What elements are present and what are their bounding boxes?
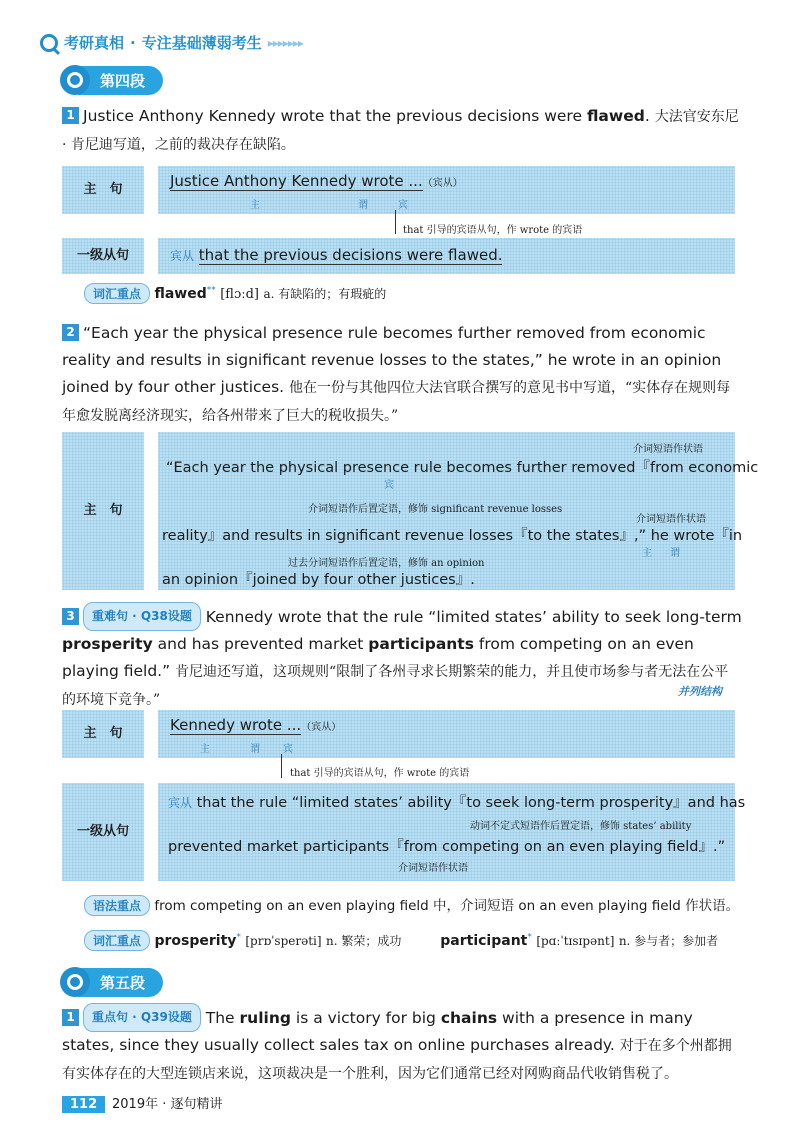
sentence-en-2: and has prevented market (152, 635, 369, 653)
main-clause-label: 主 句 (83, 182, 123, 197)
keyword: prosperity (62, 635, 153, 653)
arrow-line (395, 210, 396, 234)
sub-clause-label-box (62, 783, 144, 881)
vocab-word: prosperity (154, 933, 237, 949)
header-separator: · (130, 33, 136, 52)
sentence-en-3: from competing on an even playing field.” (62, 635, 694, 680)
note-adverbial-2: 介词短语作状语 (636, 514, 706, 525)
keyword-2: chains (440, 1009, 498, 1027)
grammar-line (84, 894, 739, 916)
sentence-en-end: . (644, 107, 650, 125)
arrow-note: that 引导的宾语从句，作 wrote 的宾语 (403, 225, 583, 236)
difficulty-badge: 重难句 · Q38设题 (83, 602, 201, 631)
vocab-star: ** (206, 285, 216, 296)
keyword: ruling (239, 1009, 291, 1027)
main-clause-label-box (62, 166, 144, 214)
analysis-line-2: reality』and results in significant revenue losses『to the states』,” he wrote『in (162, 528, 743, 544)
vocab-tag: 词汇重点 (84, 283, 150, 304)
page-number: 112 (62, 1096, 105, 1113)
vocab-line-1 (84, 283, 386, 304)
section-4-label: 第四段 (78, 66, 163, 95)
side-note: 并列结构 (678, 685, 722, 698)
main-clause-label: 主 句 (83, 726, 123, 741)
main-clause-box-3 (158, 710, 735, 758)
page-header (40, 32, 303, 53)
s4-sentence-2 (62, 320, 742, 430)
note-infinitive: 动词不定式短语作后置定语，修饰 states’ ability (470, 821, 692, 832)
sub-clause-sentence (170, 246, 502, 264)
sentence-en-3: with a presence in many states, since they usually collect sales tax on online purchases already. (62, 1009, 693, 1054)
main-clause-text: Kennedy wrote ... (170, 716, 302, 734)
vocab-line-3 (84, 930, 718, 951)
keyword-2: participants (368, 635, 474, 653)
vocab-star-2: * (527, 932, 532, 943)
s4-sentence-3 (62, 602, 742, 714)
main-clause-box-2 (158, 432, 759, 590)
vocab-phonetic-2: [pɑːˈtɪsɪpənt] (536, 934, 615, 948)
analysis-line-1: “Each year the physical presence rule becomes further removed『from economic (166, 460, 759, 476)
vocab-phonetic: [flɔːd] (220, 287, 259, 302)
sentence-en-2: is a victory for big (290, 1009, 441, 1027)
main-clause-label-box (62, 710, 144, 758)
label-verb: 谓 (250, 744, 260, 755)
sub-clause-label-box (62, 238, 144, 274)
sentence-en: “Each year the physical presence rule becomes further removed from economic reality and results in significant revenue losses to the states,” he wrote in an opinion joined by four other justices. (62, 324, 722, 396)
section-4-title (60, 66, 163, 94)
arrow-note: that 引导的宾语从句，作 wrote 的宾语 (290, 768, 470, 779)
grammar-text: from competing on an even playing field 中，介词短语 on an even playing field 作状语。 (154, 898, 740, 914)
label-subject: 主 (250, 200, 260, 211)
label-verb: 谓 (358, 200, 368, 211)
sentence-cn: 大法官安东尼 · 肯尼迪写道，之前的裁决存在缺陷。 (62, 109, 739, 153)
sentence-number: 1 (62, 1009, 79, 1026)
key-badge: 重点句 · Q39设题 (83, 1003, 201, 1032)
vocab-definition: a. 有缺陷的；有瑕疵的 (263, 287, 387, 301)
vocab-word-2: participant (440, 933, 528, 949)
sentence-cn: 他在一份与其他四位大法官联合撰写的意见书中写道，“实体存在规则每年愈发脱离经济现实，给各州带来了巨大的税收损失。” (62, 380, 731, 424)
vocab-phonetic: [prɒˈsperəti] (245, 934, 322, 948)
sentence-cn: 肯尼迪还写道，这项规则“限制了各州寻求长期繁荣的能力，并且使市场参与者无法在公平的环境下竞争。” (62, 664, 729, 708)
label-object: 宾 (384, 480, 394, 491)
vocab-definition: n. 繁荣；成功 (326, 934, 402, 948)
note-participle: 过去分词短语作后置定语，修饰 an opinion (288, 558, 485, 569)
label-object: 宾 (283, 744, 293, 755)
sentence-number: 3 (62, 608, 79, 625)
sub-clause-tag: 宾从 (168, 796, 193, 810)
sub-clause-label: 一级从句 (76, 824, 129, 839)
note-adverbial: 介词短语作状语 (398, 863, 468, 874)
sub-clause-line-1 (168, 791, 745, 812)
sentence-en: Justice Anthony Kennedy wrote that the previous decisions were (83, 107, 587, 125)
sub-clause-text: that the previous decisions were flawed. (198, 246, 503, 264)
main-clause-sentence (170, 172, 463, 190)
keyword: flawed (586, 107, 645, 125)
sentence-number: 2 (62, 324, 79, 341)
grammar-tag: 语法重点 (84, 895, 150, 916)
main-clause-text: Justice Anthony Kennedy wrote ... (170, 172, 423, 190)
sentence-number: 1 (62, 107, 79, 124)
main-clause-label: 主 句 (83, 503, 123, 518)
main-clause-label-box (62, 432, 144, 590)
sentence-cn: 对于在多个州都拥有实体存在的大型连锁店来说，这项裁决是一个胜利，因为它们通常已经对网购商品代收销售税了。 (62, 1038, 732, 1082)
s5-sentence-1 (62, 1003, 742, 1088)
section-q-icon (60, 65, 90, 95)
sub-clause-box (158, 238, 735, 274)
book-title: 2019年 · 逐句精讲 (112, 1097, 223, 1112)
section-5-title (60, 968, 163, 996)
sub-clause-box-3 (158, 783, 746, 881)
main-clause-tail: （宾从） (422, 178, 463, 189)
brand-name: 考研真相 (64, 34, 125, 52)
sub-clause-line-2: prevented market participants『from competing on an even playing field』.” (168, 839, 726, 855)
analysis-line-3: an opinion『joined by four other justices』. (162, 572, 475, 588)
label-object: 宾 (398, 200, 408, 211)
main-clause-box (158, 166, 735, 214)
sub-clause-text-1: that the rule “limited states’ ability『to seek long-term prosperity』and has (196, 795, 746, 811)
sub-clause-tag: 宾从 (170, 249, 195, 263)
sub-clause-label: 一级从句 (76, 248, 129, 263)
vocab-word: flawed (154, 286, 207, 302)
label-subject: 主 (642, 548, 652, 559)
note-postmodifier: 介词短语作后置定语，修饰 significant revenue losses (308, 504, 563, 515)
vocab-definition-2: n. 参与者；参加者 (618, 934, 719, 948)
vocab-tag: 词汇重点 (84, 930, 150, 951)
vocab-star: * (236, 932, 241, 943)
main-clause-tail: （宾从） (301, 722, 342, 733)
s4-sentence-1 (62, 103, 742, 159)
note-adverbial: 介词短语作状语 (633, 444, 703, 455)
label-subject: 主 (200, 744, 210, 755)
section-q-icon (60, 967, 90, 997)
arrow-line (281, 754, 282, 778)
label-verb: 谓 (670, 548, 680, 559)
section-5-label: 第五段 (78, 968, 163, 997)
header-arrows-icon: ▸▸▸▸▸▸▸ (267, 35, 303, 50)
sentence-en: The (205, 1009, 240, 1027)
logo-q-icon (40, 34, 58, 52)
main-clause-sentence (170, 716, 341, 734)
sentence-en: Kennedy wrote that the rule “limited states’ ability to seek long-term (205, 608, 742, 626)
brand-slogan: 专注基础薄弱考生 (141, 34, 262, 52)
